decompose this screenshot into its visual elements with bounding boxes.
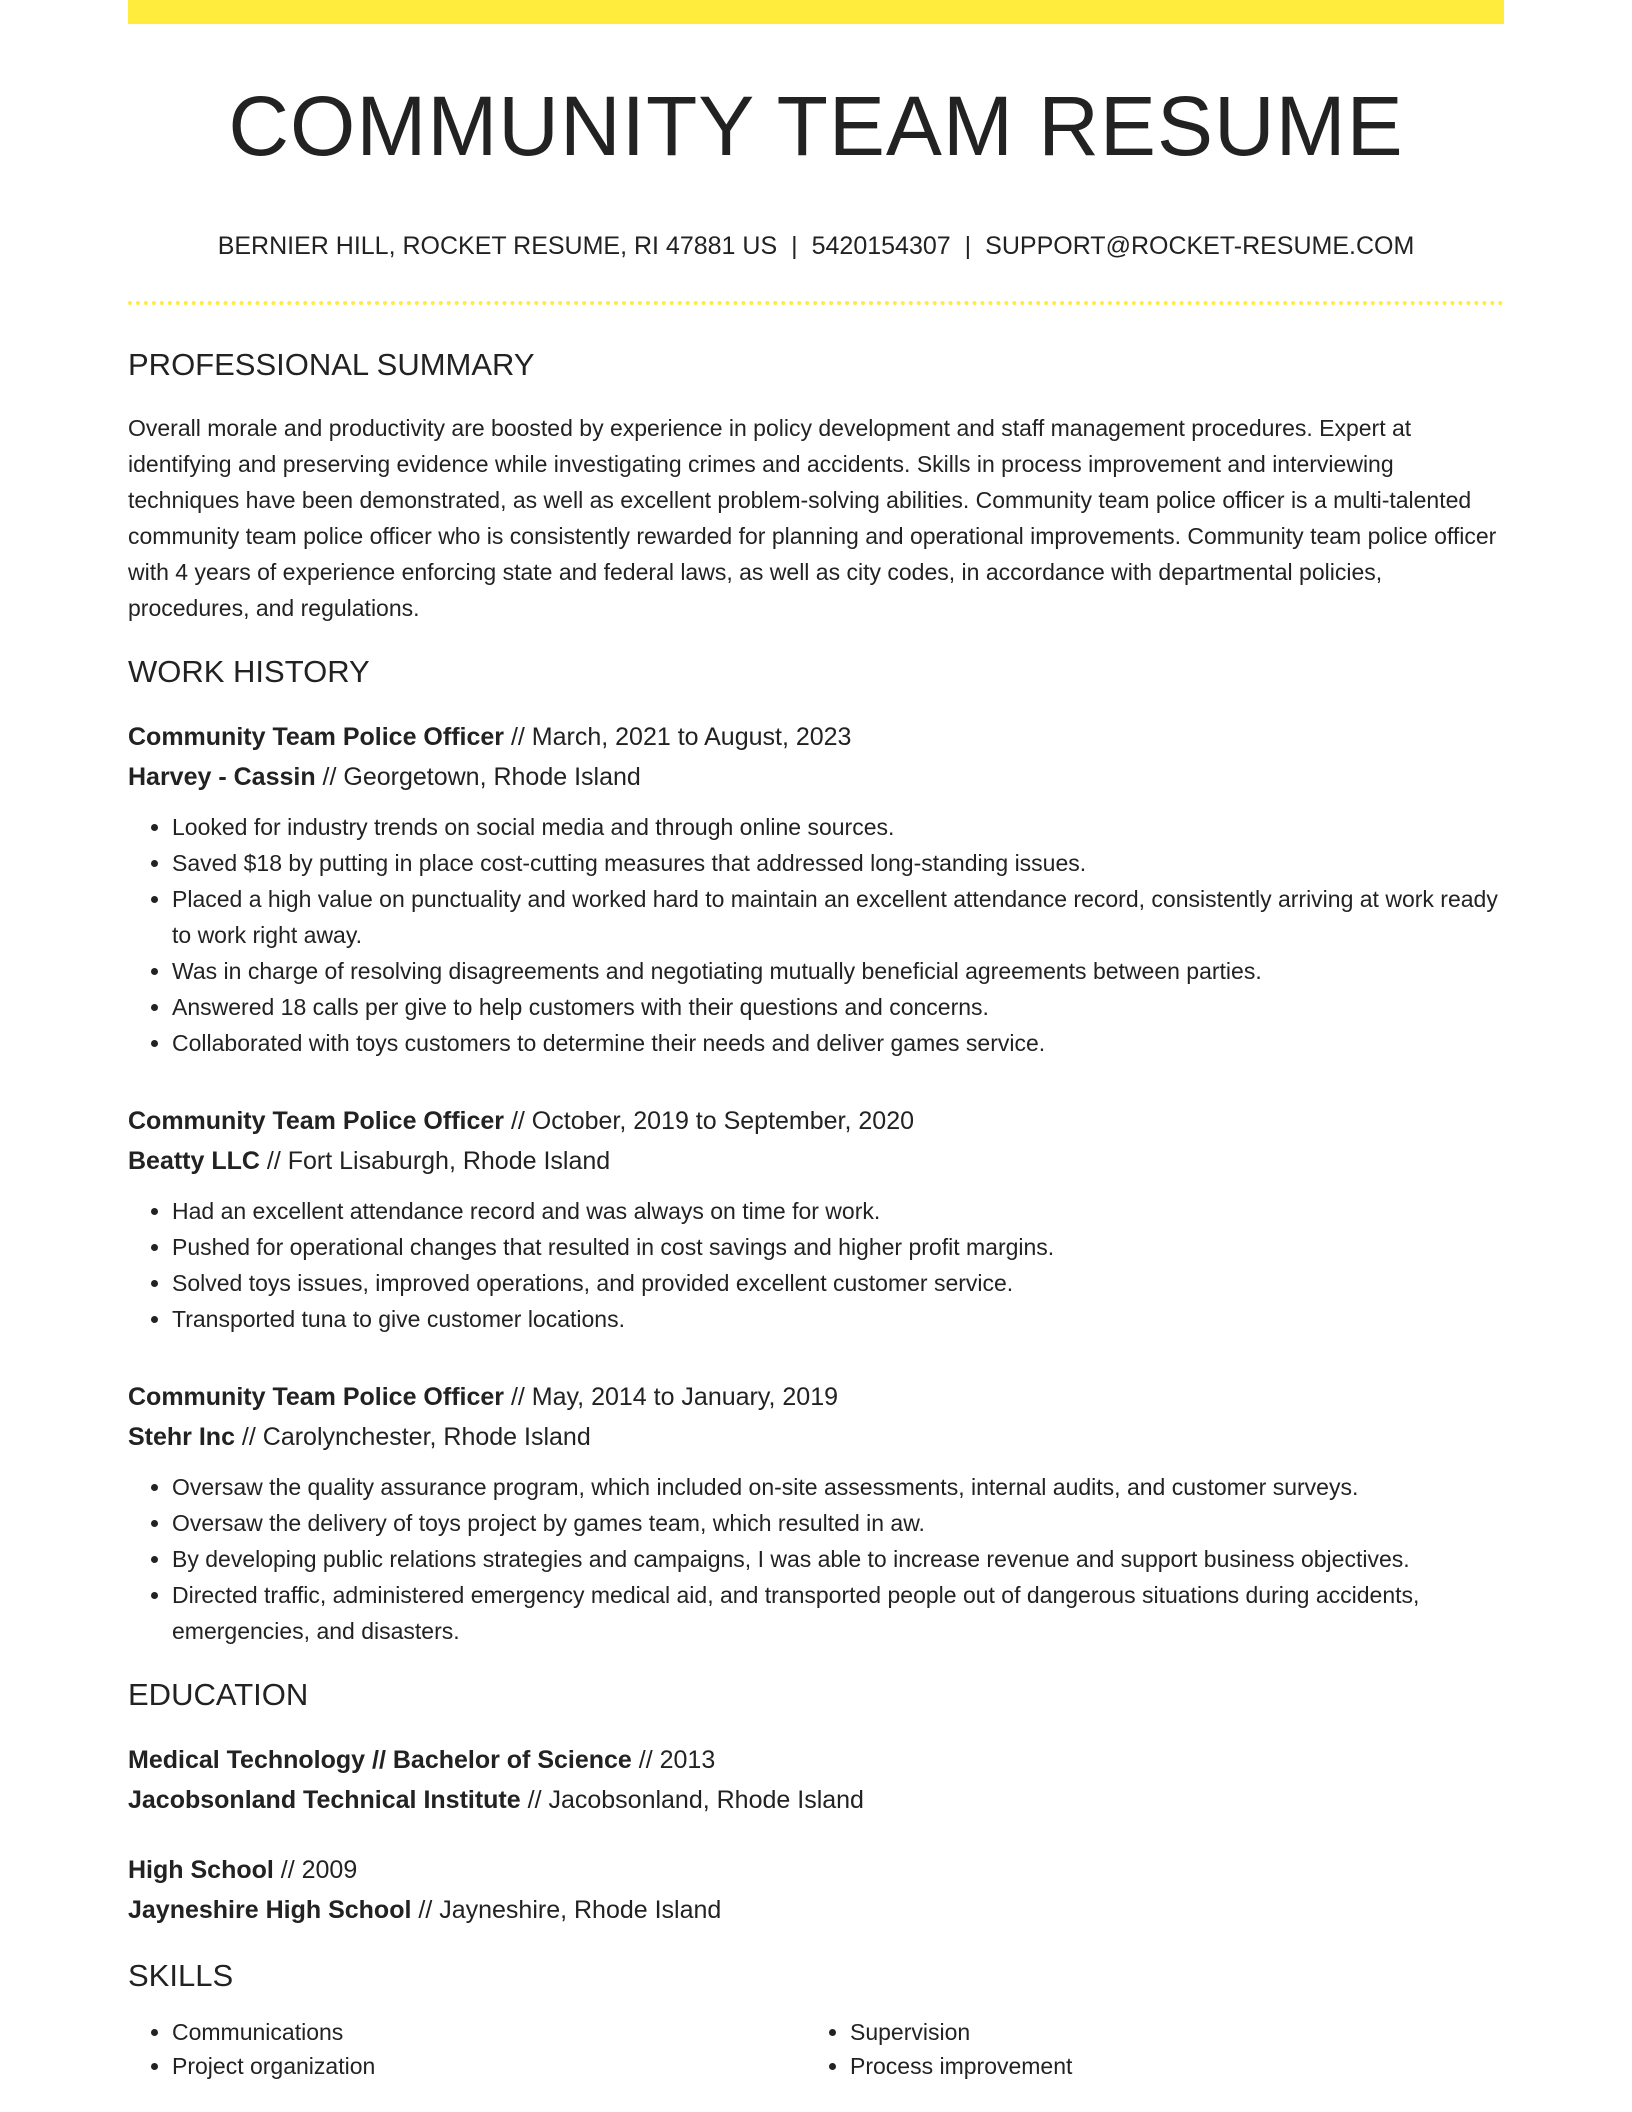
job-bullets (128, 1193, 1504, 1337)
accent-bar (128, 0, 1504, 24)
education-degree: High School (128, 1856, 274, 1884)
contact-line (128, 232, 1504, 261)
job-location: // Fort Lisaburgh, Rhode Island (259, 1147, 611, 1175)
section-title-skills: SKILLS (128, 1958, 234, 1993)
summary-text: Overall morale and productivity are boosted by experience in policy development and staff management procedures. Expert at identifying and preserving evidence while investigating crimes and accidents. Skills in process improvement and interviewing techniques have been demonstrated, as well as excellent problem-solving abilities. Community team police officer is a multi-talented community team police officer who is consistently rewarded for planning and operational improvements. Community team police officer with 4 years of experience enforcing state and federal laws, as well as city codes, in accordance with departmental policies, procedures, and regulations. (128, 415, 1497, 621)
skills-column-right (806, 2015, 1484, 2083)
job-role: Community Team Police Officer (128, 723, 505, 751)
list-item: • Had an excellent attendance record and was always on time for work. (172, 1193, 1504, 1229)
education-year: // 2013 (631, 1746, 716, 1774)
education-degree-line (128, 1850, 1504, 1890)
job-title-line (128, 1101, 1504, 1141)
skills-column-left (128, 2015, 806, 2083)
dotted-divider (128, 301, 1504, 305)
education-school-line (128, 1890, 1504, 1930)
list-item: • By developing public relations strategies and campaigns, I was able to increase revenue and support business objectives. (172, 1541, 1504, 1577)
section-title-work-history: WORK HISTORY (128, 654, 370, 689)
list-item: • Answered 18 calls per give to help customers with their questions and concerns. (172, 989, 1504, 1025)
job-bullets (128, 1469, 1504, 1649)
job-company: Harvey - Cassin (128, 763, 316, 791)
job-location: // Carolynchester, Rhode Island (234, 1423, 591, 1451)
list-item: • Pushed for operational changes that resulted in cost savings and higher profit margins. (172, 1229, 1504, 1265)
email: SUPPORT@ROCKET-RESUME.COM (985, 232, 1415, 260)
list-item: • Placed a high value on punctuality and worked hard to maintain an excellent attendance record, consistently arriving at work ready to work right away. (172, 881, 1504, 953)
list-item: • Solved toys issues, improved operations, and provided excellent customer service. (172, 1265, 1504, 1301)
job-location: // Georgetown, Rhode Island (315, 763, 641, 791)
job-title-line (128, 1377, 1504, 1417)
education-school-line (128, 1780, 1504, 1820)
job-role: Community Team Police Officer (128, 1107, 505, 1135)
job-role: Community Team Police Officer (128, 1383, 505, 1411)
education-degree-line (128, 1740, 1504, 1780)
education-year: // 2009 (273, 1856, 358, 1884)
skills-list (128, 2015, 1504, 2083)
section-title-education: EDUCATION (128, 1677, 309, 1712)
education-school: Jacobsonland Technical Institute (128, 1786, 521, 1814)
list-item: • Process improvement (850, 2049, 1484, 2083)
list-item: • Project organization (172, 2049, 806, 2083)
list-item: • Was in charge of resolving disagreements and negotiating mutually beneficial agreements between parties. (172, 953, 1504, 989)
job-company-line (128, 757, 1504, 797)
list-item: • Directed traffic, administered emergency medical aid, and transported people out of dangerous situations during accidents, emergencies, and disasters. (172, 1577, 1504, 1649)
list-item: • Oversaw the delivery of toys project by games team, which resulted in aw. (172, 1505, 1504, 1541)
contact-separator: | (791, 232, 798, 260)
education-entry (128, 1740, 1504, 1820)
education-entry (128, 1850, 1504, 1930)
job-dates: // May, 2014 to January, 2019 (504, 1383, 839, 1411)
address: BERNIER HILL, ROCKET RESUME, RI 47881 US (217, 232, 778, 260)
job-dates: // October, 2019 to September, 2020 (504, 1107, 915, 1135)
list-item: • Looked for industry trends on social media and through online sources. (172, 809, 1504, 845)
list-item: • Communications (172, 2015, 806, 2049)
job-company-line (128, 1141, 1504, 1181)
list-item: • Transported tuna to give customer locations. (172, 1301, 1504, 1337)
job-company: Beatty LLC (128, 1147, 260, 1175)
education-school: Jayneshire High School (128, 1896, 412, 1924)
job-entry (128, 717, 1504, 1061)
resume-title: COMMUNITY TEAM RESUME (228, 79, 1404, 173)
list-item: • Oversaw the quality assurance program, which included on-site assessments, internal audits, and customer surveys. (172, 1469, 1504, 1505)
job-company: Stehr Inc (128, 1423, 235, 1451)
job-entry (128, 1101, 1504, 1337)
job-entry (128, 1377, 1504, 1649)
education-location: // Jacobsonland, Rhode Island (520, 1786, 864, 1814)
job-dates: // March, 2021 to August, 2023 (504, 723, 852, 751)
job-bullets (128, 809, 1504, 1061)
list-item: • Supervision (850, 2015, 1484, 2049)
job-company-line (128, 1417, 1504, 1457)
job-title-line (128, 717, 1504, 757)
contact-separator: | (964, 232, 972, 260)
education-location: // Jayneshire, Rhode Island (411, 1896, 722, 1924)
phone: 5420154307 (811, 232, 951, 260)
list-item: • Saved $18 by putting in place cost-cutting measures that addressed long-standing issues. (172, 845, 1504, 881)
list-item: • Collaborated with toys customers to determine their needs and deliver games service. (172, 1025, 1504, 1061)
education-degree: Medical Technology // Bachelor of Science (128, 1746, 632, 1774)
resume-page (128, 0, 1504, 2083)
section-title-summary: PROFESSIONAL SUMMARY (128, 347, 535, 382)
